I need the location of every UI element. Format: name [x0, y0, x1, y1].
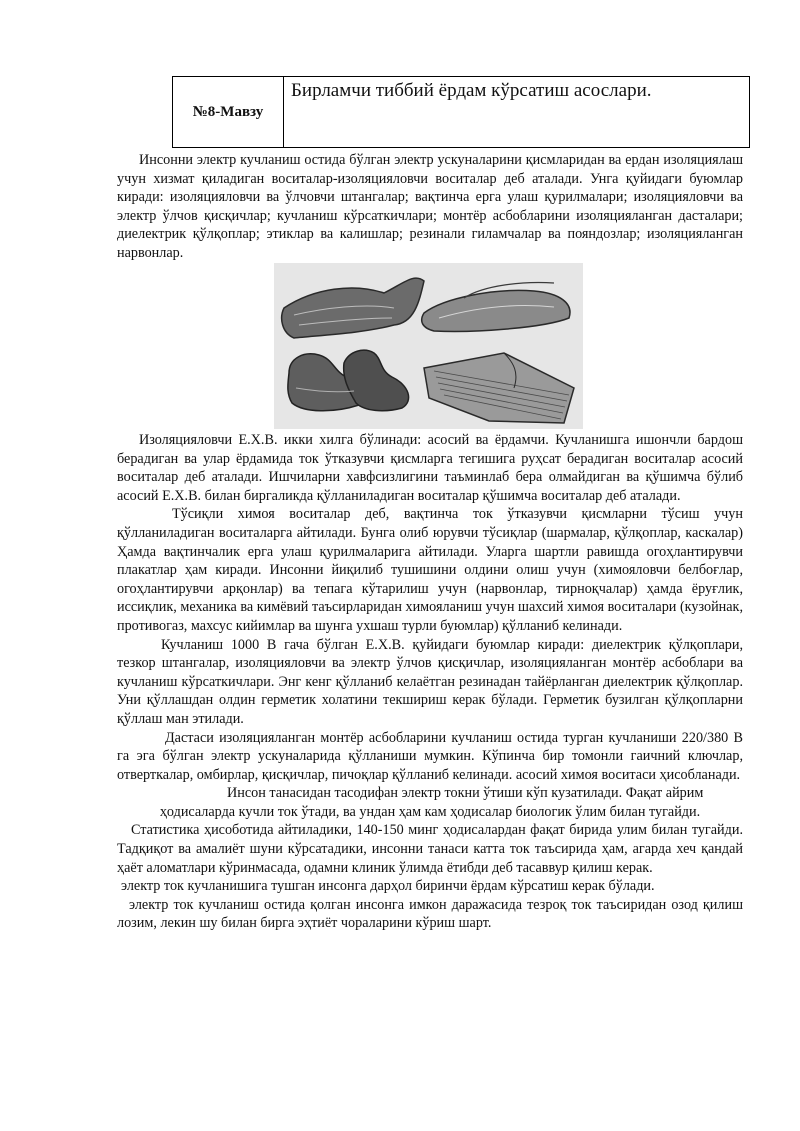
- topic-number: №8-Мавзу: [173, 77, 284, 148]
- paragraph-statistics: Статистика ҳисоботида айтиладики, 140-150 минг ҳодисалардан фақат бирида улим билан тугайди. Тадқиқот ва амалиёт шуни кўрсатадики, инсонни танаси катта ток таъсирида ҳам, агарда хеч қандай ҳаёт аломатлари кўринмасада, одамни клиник ўлимда ётибди деб тасаввур қилиш керак.: [117, 822, 743, 876]
- paragraph-isolating-means: Инсонни электр кучланиш остида бўлган электр ускуналарини қисмларидан ва ердан изоляциялаш учун хизмат қиладиган воситалар-изоляцияловчи воситалар деб аталади. Унга қуйидаги буюмлар киради: изоляцияловчи ва ўлчовчи штангалар; вақтинча ерга улаш қурилмалари; изоляцияловчи ва электр ўлчов қисқичлар; кучланиш кўрсаткичлари; монтёр асбобларини изоляцияланган дасталари; диелектрик қўлқоплар; этиклар ва калишлар; резинали гиламчалар ва пояндозлар; изоляцияланган нарвонлар.: [117, 152, 743, 261]
- paragraph-barrier-means: Тўсиқли химоя воситалар деб, вақтинча ток ўтказувчи қисмларни тўсиш учун қўлланиладиган воситаларга айтилади. Бунга олиб юрувчи тўсиқлар (шармалар, қўлқоплар, каскалар) Ҳамда вақтинчалик ерга улаш қурилмаларига айтилади. Уларга шартли равишда огоҳлантирувчи плакатлар ҳам киради. Инсонни йиқилиб тушишини олдини олиш учун (химояловчи белбоғлар, огоҳлантирувчи арқонлар) ва тепага кўтарилиш учун (нарвонлар, тирноқчалар) ҳамда ёруғлик, иссиқлик, механика ва кимёвий таъсирларидан химояланиш учун шахсий химоя воситалари (кузойнак, противогаз, махсус кийимлар ва шунга ухшаш турли буюмлар) қўлланиб келинади.: [117, 506, 743, 634]
- topic-title: Бирламчи тиббий ёрдам кўрсатиш асослари.: [284, 77, 750, 148]
- protective-footwear-illustration: [274, 263, 583, 429]
- paragraph-types: Изоляцияловчи Е.Х.В. икки хилга бўлинади: асосий ва ёрдамчи. Кучланишга ишончли бардош берадиган ва улар ёрдамида ток ўтказувчи қисмларга тегишига руҳсат берадиган воситалар асосий воситалар деб аталади. Ишчиларни хавфсизлигини таъминлаб бера олмайдиган ва қўшимча бўлиб асосий Е.Х.В. билан биргаликда қўлланиладиган воситалар қўшимча воситалар деб аталади.: [117, 432, 743, 504]
- intro-section: [117, 151, 743, 263]
- paragraph-release: электр ток кучланиш остида қолган инсонга имкон даражасида тезроқ ток таъсиридан озод қилиш лозим, лекин шу билан бирга эҳтиёт чораларини кўриш шарт.: [117, 896, 743, 932]
- paragraph-first-aid: электр ток кучланишига тушган инсонга дарҳол биринчи ёрдам кўрсатиш керак бўлади.: [121, 878, 655, 895]
- footwear-drawing-icon: [274, 263, 583, 429]
- paragraph-insulated-tools: Дастаси изоляцияланган монтёр асбобларини кучланиш остида турган кучланиши 220/380 В га эга бўлган электр ускуналарида қўлланиши мумкин. Кўпинча бир томонли гаичний ключлар, отверткалар, омбирлар, қисқичлар, пичоқлар қўлланиб келинади. асосий химоя воситаси ҳисобланади.: [117, 729, 743, 783]
- topic-header-table: [172, 76, 750, 148]
- paragraph-current-passage: Инсон танасидан тасодифан электр токни ўтиши кўп кузатилади. Фақат айрим: [227, 785, 704, 802]
- main-text: [117, 431, 743, 933]
- paragraph-under-1000v: Кучланиш 1000 В гача бўлган Е.Х.В. қуйидаги буюмлар киради: диелектрик қўлқоплари, тезкор штангалар, изоляцияловчи ва электр ўлчов қисқичлар, изоляцияланган монтёр асбоблари ва кучланиш кўрсаткичлари. Энг кенг қўлланиб келаётган резинадан тайёрланган диелектрик қўлқоплар. Уни қўллашдан олдин герметик холатини текшириш керак бўлади. Герметик бузилган қўлқопларни қўллаш ман этилади.: [117, 636, 743, 727]
- paragraph-current-passage-cont: ҳодисаларда кучли ток ўтади, ва ундан ҳам кам ҳодисалар биологик ўлим билан тугайди.: [159, 803, 701, 820]
